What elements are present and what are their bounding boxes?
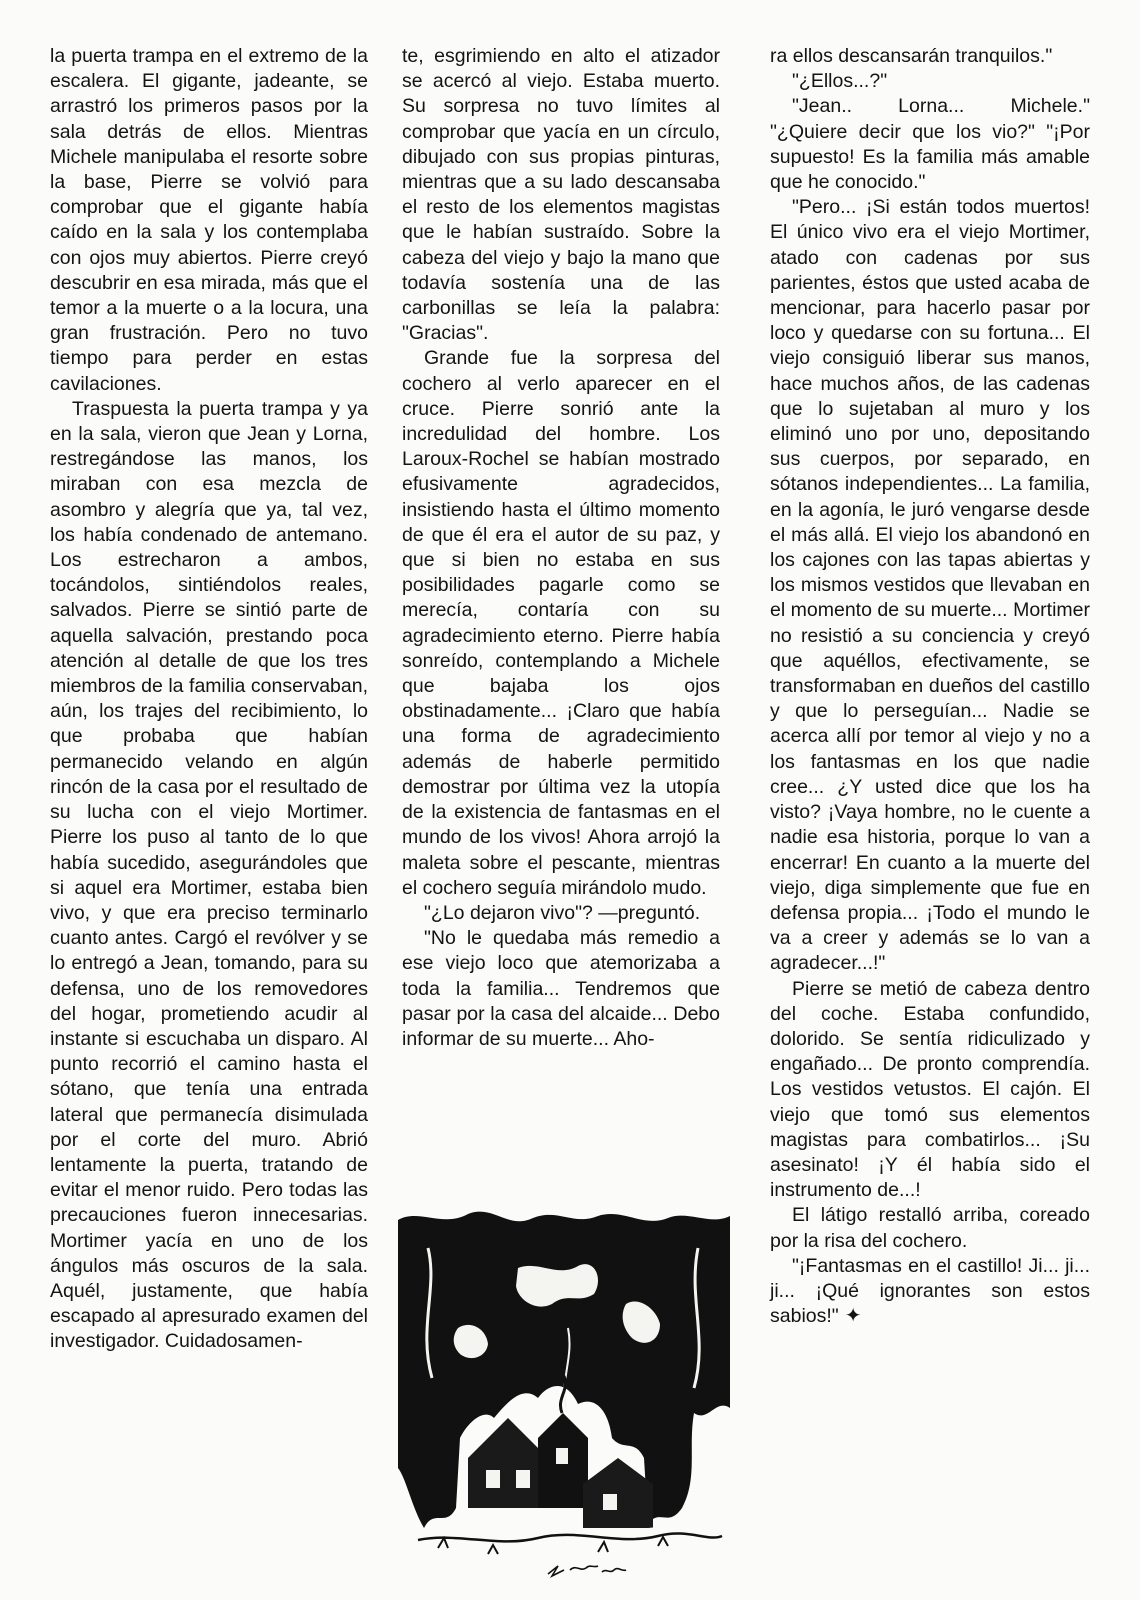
text-column-2 bbox=[402, 44, 720, 1052]
paragraph: ra ellos descansarán tranquilos." bbox=[770, 45, 1053, 67]
paragraph-text: "¡Fantasmas en el castillo! Ji... ji... ji... ¡Qué ignorantes son estos sabios!" bbox=[770, 1254, 1090, 1328]
paragraph: Grande fue la sorpresa del cochero al verlo aparecer en el cruce. Pierre sonrió ante la incredulidad del hombre. Los Laroux-Rochel se habían mostrado efusivamente agradecidos, insistiendo hasta el último momento de que él era el autor de su paz, y que si bien no estaba en sus posibilidades pagarle como se merecía, contaría con su agradecimiento eterno. Pierre había sonreído, contemplando a Michele que bajaba los ojos obstinadamente... ¡Claro que había una forma de agradecimiento además de haberle permitido demostrar por última vez la utopía de la existencia de fantasmas en el mundo de los vivos! Ahora arrojó la maleta sobre el pescante, mientras el cochero seguía mirándolo mudo. bbox=[402, 347, 720, 899]
paragraph: "Pero... ¡Si están todos muertos! El único vivo era el viejo Mortimer, atado con cadenas por sus parientes, éstos que usted acaba de mencionar, para hacerlo pasar por loco y quedarse con su fortuna... El viejo consiguió liberar sus manos, hace muchos años, de las cadenas que lo sujetaban al muro y los eliminó uno por uno, depositando sus cuerpos, por separado, en sótanos independientes... La familia, en la agonía, le juró vengarse desde el más allá. El viejo los abandonó en los cajones con las tapas abiertas y los mismos vestidos que llevaban en el momento de su muerte... Mortimer no resistió a su conciencia y creyó que aquéllos, efectivamente, se transformaban en dueños del castillo y que lo perseguían... Nadie se acerca allí por temor al viejo y no a los fantasmas en los que nadie cree... ¿Y usted dice que los ha visto? ¡Vaya hombre, no le cuente a nadie esa historia, porque lo van a encerrar! En cuanto a la muerte del viejo, diga simplemente que fue en defensa propia... ¡Todo el mundo le va a creer y además se lo van a agradecer...!" bbox=[770, 196, 1090, 975]
closing-paragraph bbox=[770, 1254, 1090, 1330]
paragraph: Pierre se metió de cabeza dentro del coche. Estaba confundido, dolorido. Se sentía ridiculizado y engañado... De pronto comprendía. Los vestidos vetustos. El cajón. El viejo que tomó sus elementos magistas para combatirlos... ¡Su asesinato! ¡Y él había sido el instrumento de...! bbox=[770, 977, 1090, 1202]
paragraph: te, esgrimiendo en alto el atizador se acercó al viejo. Estaba muerto. Su sorpresa no tuvo límites al comprobar que yacía en un círculo, dibujado con sus propias pinturas, mientras que a su lado descansaba el resto de los elementos magistas que le habían sustraído. Sobre la cabeza del viejo y bajo la mano que todavía sostenía una de las carbonillas se leía la palabra: "Gracias". bbox=[402, 45, 720, 345]
paragraph: la puerta trampa en el extremo de la escalera. El gigante, jadeante, se arrastró los primeros pasos por la sala detrás de ellos. Mientras Michele manipulaba el resorte sobre la base, Pierre se volvió para comprobar que el gigante había caído en la sala y los contemplaba con ojos muy abiertos. Pierre creyó descubrir en esa mirada, más que el temor a la muerte o a la locura, una gran frustración. Pero no tuvo tiempo para perder en estas cavilaciones. bbox=[50, 45, 368, 395]
paragraph: "No le quedaba más remedio a ese viejo loco que atemorizaba a toda la familia... Tendremos que pasar por la casa del alcaide... Debo informar de su muerte... Aho- bbox=[402, 927, 720, 1050]
paragraph: "¿Ellos...?" bbox=[792, 70, 888, 93]
end-mark-icon: ✦ bbox=[844, 1305, 862, 1328]
text-column-3 bbox=[770, 44, 1090, 1329]
paragraph: El látigo restalló arriba, coreado por la risa del cochero. bbox=[770, 1204, 1090, 1252]
paragraph: "¿Lo dejaron vivo"? —preguntó. bbox=[424, 901, 701, 924]
haunted-house-illustration-icon bbox=[398, 1208, 730, 1590]
paragraph: "Jean.. Lorna... Michele." "¿Quiere decir que los vio?" "¡Por supuesto! Es la familia más amable que he conocido." bbox=[770, 95, 1090, 194]
paragraph: Traspuesta la puerta trampa y ya en la sala, vieron que Jean y Lorna, restregándose las manos, los miraban con esa mezcla de asombro y alegría que ya, tal vez, los había condenado de antemano. Los estrecharon a ambos, tocándolos, sintiéndolos reales, salvados. Pierre se sintió parte de aquella salvación, prestando poca atención al detalle de que los tres miembros de la familia conservaban, aún, los trajes del recibimiento, lo que probaba que habían permanecido velando en algún rincón de la casa por el resultado de su lucha con el viejo Mortimer. Pierre los puso al tanto de lo que había sucedido, asegurándoles que si aquel era Mortimer, estaba bien vivo, y que era preciso terminarlo cuanto antes. Cargó el revólver y se lo entregó a Jean, tomando, para su defensa, uno de los removedores del hogar, prometiendo acudir al instante si escuchaba un disparo. Al punto recorrió el camino hasta el sótano, que tenía una entrada lateral que permanecía disimulada por el corte del muro. Abrió lentamente la puerta, tratando de evitar el menor ruido. Pero todas las precauciones fueron innecesarias. Mortimer yacía en uno de los ángulos más oscuros de la sala. Aquél, justamente, que había escapado al apresurado examen del investigador. Cuidadosamen- bbox=[50, 397, 368, 1353]
text-column-1 bbox=[50, 44, 368, 1355]
